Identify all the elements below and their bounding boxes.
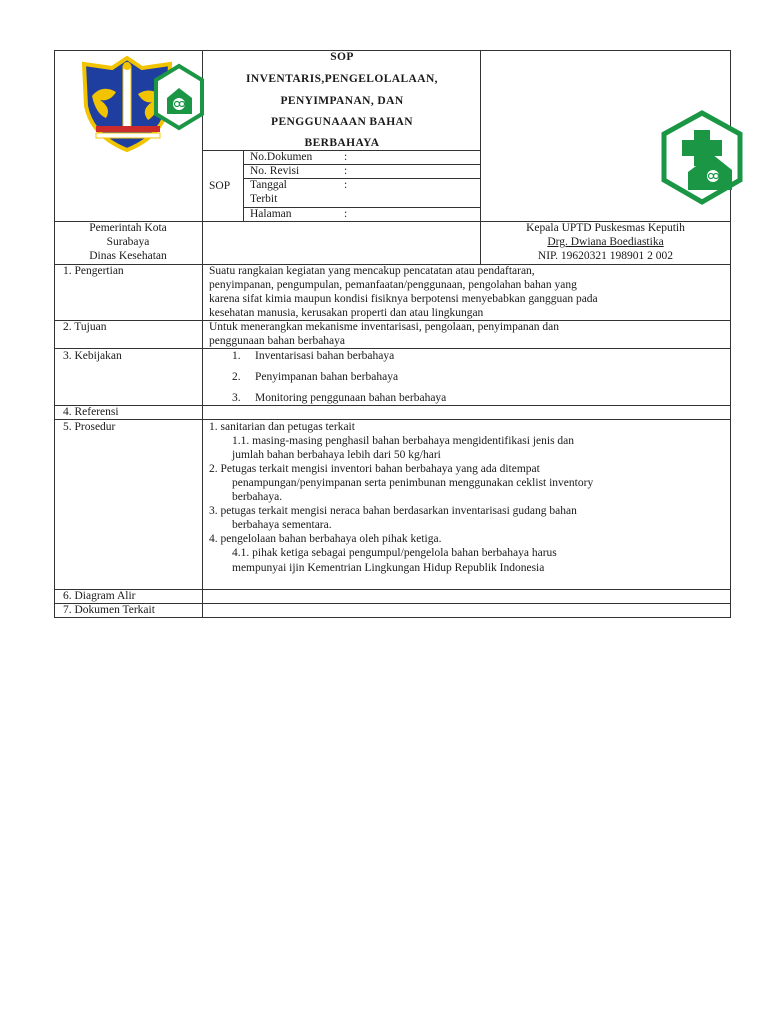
signatory-title: Kepala UPTD Puskesmas Keputih [526, 222, 685, 234]
row-label-pengertian: 1. Pengertian [63, 265, 124, 277]
list-number: 1. [232, 350, 241, 362]
surabaya-emblem-logo [72, 56, 207, 152]
field-sep: : [344, 151, 348, 163]
text-line: 4.1. pihak ketiga sebagai pengumpul/pengelola bahan berbahaya harus [232, 547, 557, 559]
list-item: Monitoring penggunaan bahan berbahaya [255, 392, 447, 404]
field-sep: : [344, 165, 348, 177]
signatory-name: Drg. Dwiana Boediastika [547, 236, 664, 248]
text-line: 1.1. masing-masing penghasil bahan berbahaya mengidentifikasi jenis dan [232, 435, 575, 447]
list-item: Inventarisasi bahan berbahaya [255, 350, 395, 362]
title-line: PENGGUNAAAN BAHAN [271, 116, 413, 128]
text-line: Untuk menerangkan mekanisme inventarisasi, pengolaan, penyimpanan dan [209, 321, 560, 333]
text-line: penggunaan bahan berbahaya [209, 335, 346, 347]
row-label-prosedur: 5. Prosedur [63, 421, 116, 433]
row-label-referensi: 4. Referensi [63, 406, 119, 418]
text-line: 3. petugas terkait mengisi neraca bahan berdasarkan inventarisasi gudang bahan [209, 505, 577, 517]
title-line: SOP [330, 51, 354, 63]
row-label-diagram-alir: 6. Diagram Alir [63, 590, 136, 602]
text-line: penyimpanan, pengumpulan, pemanfaatan/penggunaan, pengolahan bahan yang [209, 279, 577, 291]
field-label: Tanggal [250, 179, 287, 191]
text-line: 2. Petugas terkait mengisi inventori bahan berbahaya yang ada ditempat [209, 463, 540, 475]
row-label-kebijakan: 3. Kebijakan [63, 350, 122, 362]
text-line: Suatu rangkaian kegiatan yang mencakup pencatatan atau pendaftaran, [209, 265, 535, 277]
row-label-dokumen-terkait: 7. Dokumen Terkait [63, 604, 155, 616]
field-label: Halaman [250, 208, 292, 220]
field-label: No.Dokumen [250, 151, 313, 163]
org-line: Pemerintah Kota [89, 222, 167, 234]
text-line: berbahaya. [232, 491, 283, 503]
text-line: 4. pengelolaan bahan berbahaya oleh pihak ketiga. [209, 533, 442, 545]
org-line: Surabaya [106, 236, 150, 248]
title-line: INVENTARIS,PENGELOLALAAN, [246, 73, 438, 85]
text-line: jumlah bahan berbahaya lebih dari 50 kg/hari [232, 449, 441, 461]
text-line: mempunyai ijin Kementrian Lingkungan Hidup Republik Indonesia [232, 562, 545, 574]
text-line: berbahaya sementara. [232, 519, 332, 531]
title-line: BERBAHAYA [304, 137, 380, 149]
sop-label: SOP [209, 180, 231, 192]
list-item: Penyimpanan bahan berbahaya [255, 371, 399, 383]
row-label-tujuan: 2. Tujuan [63, 321, 107, 333]
field-sep: : [344, 208, 348, 220]
list-number: 2. [232, 371, 241, 383]
text-line: 1. sanitarian dan petugas terkait [209, 421, 355, 433]
title-line: PENYIMPANAN, DAN [280, 95, 404, 107]
signatory-nip: NIP. 19620321 198901 2 002 [537, 250, 674, 262]
text-line: karena sifat kimia maupun kondisi fisiknya berpotensi menyebabkan gangguan pada [209, 293, 598, 305]
list-number: 3. [232, 392, 241, 404]
org-line: Dinas Kesehatan [89, 250, 167, 262]
field-label: Terbit [250, 193, 278, 205]
field-label: No. Revisi [250, 165, 300, 177]
puskesmas-logo [660, 110, 744, 206]
text-line: penampungan/penyimpanan serta penimbunan menggunakan ceklist inventory [232, 477, 594, 489]
text-line: kesehatan manusia, kerusakan properti dan atau lingkungan [209, 307, 484, 319]
field-sep: : [344, 179, 348, 191]
